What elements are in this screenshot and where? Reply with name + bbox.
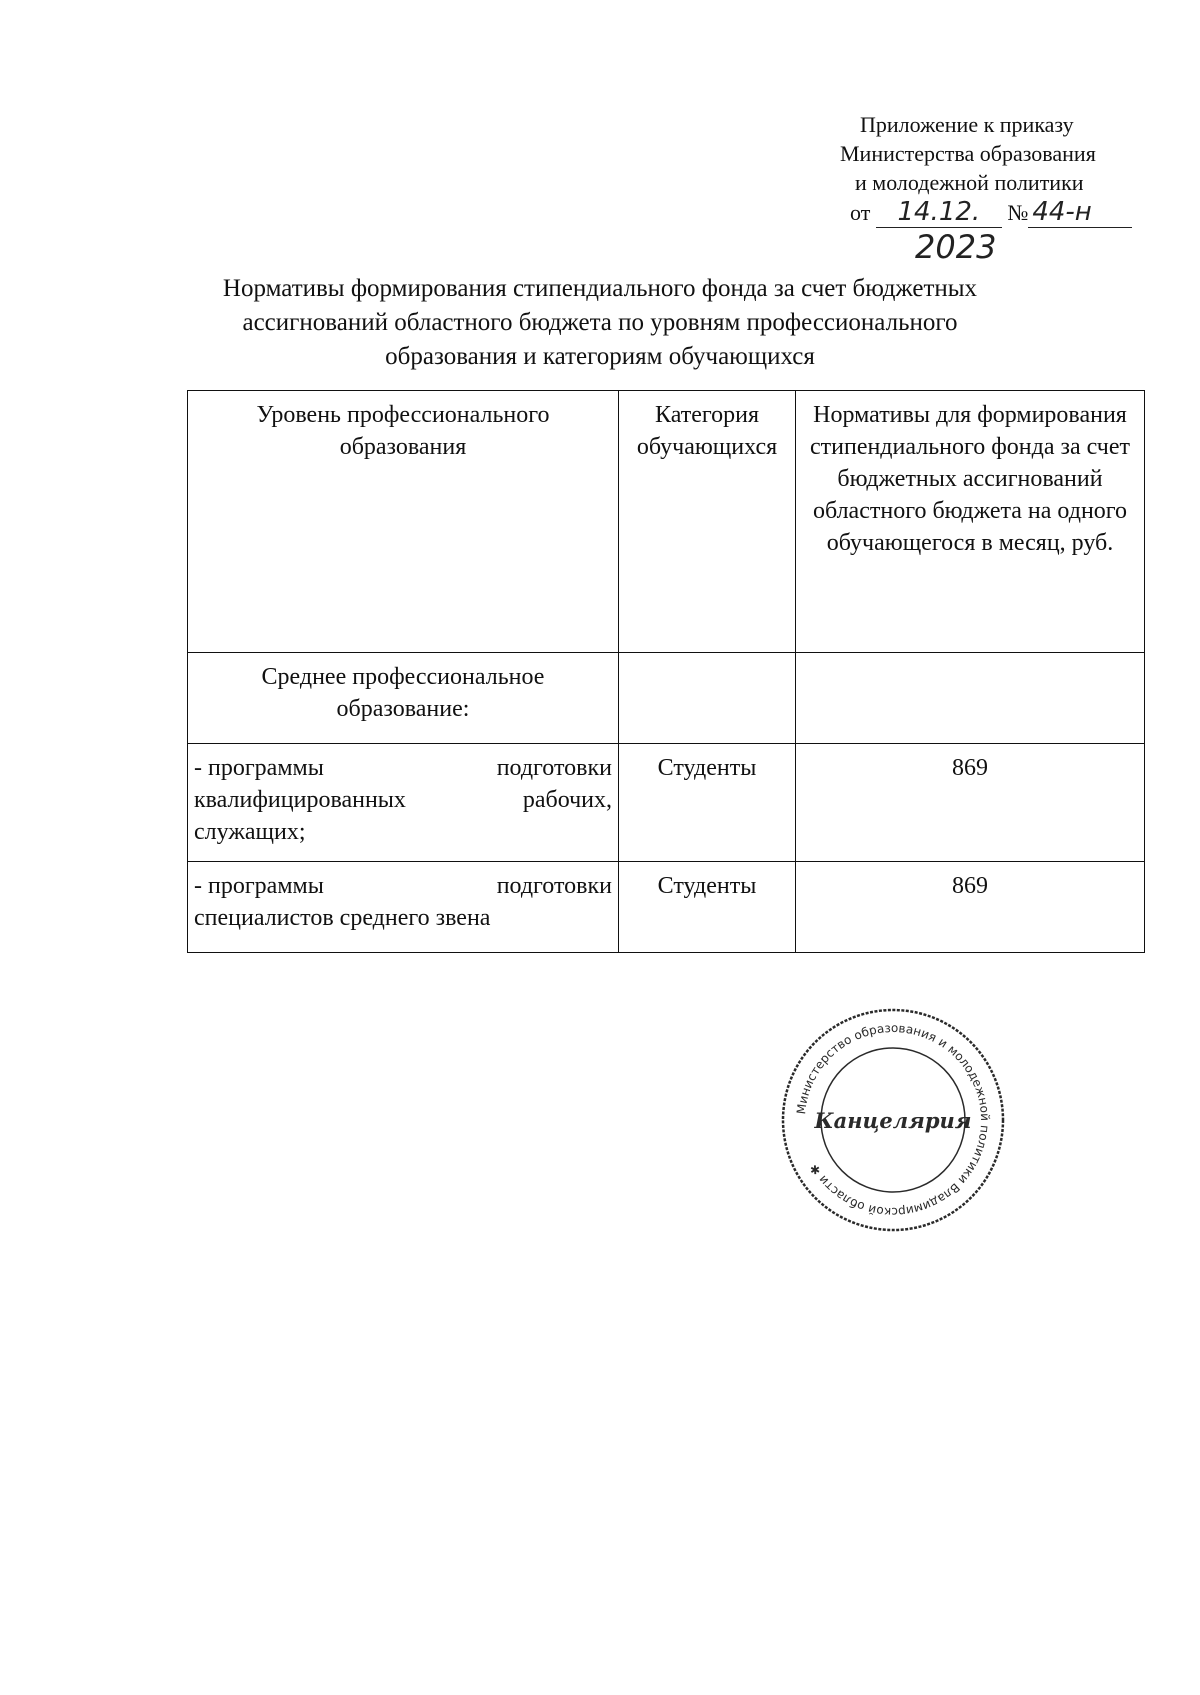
row-1-norm-value: 869 <box>952 755 988 781</box>
date-prefix: от <box>850 200 871 225</box>
title-line-3: образования и категориям обучающихся <box>385 343 815 370</box>
row-2-level-line-2: специалистов среднего звена <box>194 905 491 931</box>
section-category-empty <box>619 653 796 744</box>
table-header-row <box>188 391 1145 653</box>
appendix-line-2: Министерства образования <box>840 141 1096 166</box>
row-2-category-text: Студенты <box>657 873 757 899</box>
row-1-norm <box>796 744 1145 862</box>
row-1-category-text: Студенты <box>657 755 757 781</box>
row-1-level-line-1 <box>194 752 612 784</box>
handwritten-order-number: 44-н <box>1028 197 1132 228</box>
title-line-1: Нормативы формирования стипендиального фонда за счет бюджетных <box>222 275 978 302</box>
section-norm-empty <box>796 653 1145 744</box>
order-date-number-line <box>840 197 1140 231</box>
row-1-level-line-2-start: квалифицированных <box>194 787 406 813</box>
table-row <box>188 744 1145 862</box>
row-1-level-line-2-end: рабочих, <box>522 787 612 813</box>
row-1-level-line-2 <box>194 784 612 816</box>
table-row <box>188 862 1145 953</box>
office-stamp <box>778 1005 1008 1235</box>
row-2-level-lead-end: подготовки <box>496 873 612 899</box>
number-prefix: № <box>1007 200 1029 225</box>
section-level <box>188 653 619 744</box>
header-category <box>619 391 796 653</box>
header-category-text: Категория обучающихся <box>636 402 778 460</box>
row-2-level <box>188 862 619 953</box>
row-1-category <box>619 744 796 862</box>
handwritten-year: 2023 <box>915 228 997 266</box>
table-section-row <box>188 653 1145 744</box>
section-text: Среднее профессиональное образование: <box>261 664 545 722</box>
header-level-text: Уровень профессионального образования <box>256 402 550 460</box>
row-2-norm <box>796 862 1145 953</box>
row-1-level-line-3: служащих; <box>194 819 306 845</box>
row-1-level-lead-end: подготовки <box>496 755 612 781</box>
appendix-block <box>840 110 1140 231</box>
row-2-norm-value: 869 <box>952 873 988 899</box>
row-2-level-line-1 <box>194 870 612 902</box>
header-level <box>188 391 619 653</box>
header-norm-text: Нормативы для формирования стипендиального фонда за счет бюджетных ассигнований областного бюджета на одного обучающегося в месяц, руб. <box>809 402 1131 556</box>
row-1-level-lead: - программы <box>194 755 324 781</box>
norms-table <box>187 390 1145 953</box>
handwritten-date: 14.12. <box>876 197 1002 228</box>
appendix-line-3: и молодежной политики <box>855 170 1084 195</box>
document-title <box>190 272 1010 374</box>
row-2-level-lead: - программы <box>194 873 324 899</box>
appendix-line-1: Приложение к приказу <box>860 112 1074 137</box>
stamp-ring-text: Министерство образования и молодежной политики Владимирской области ✱ <box>794 1020 993 1220</box>
row-1-level <box>188 744 619 862</box>
stamp-center-text: Канцелярия <box>814 1108 972 1133</box>
row-2-category <box>619 862 796 953</box>
title-line-2: ассигнований областного бюджета по уровням профессионального <box>242 309 958 336</box>
header-norm <box>796 391 1145 653</box>
